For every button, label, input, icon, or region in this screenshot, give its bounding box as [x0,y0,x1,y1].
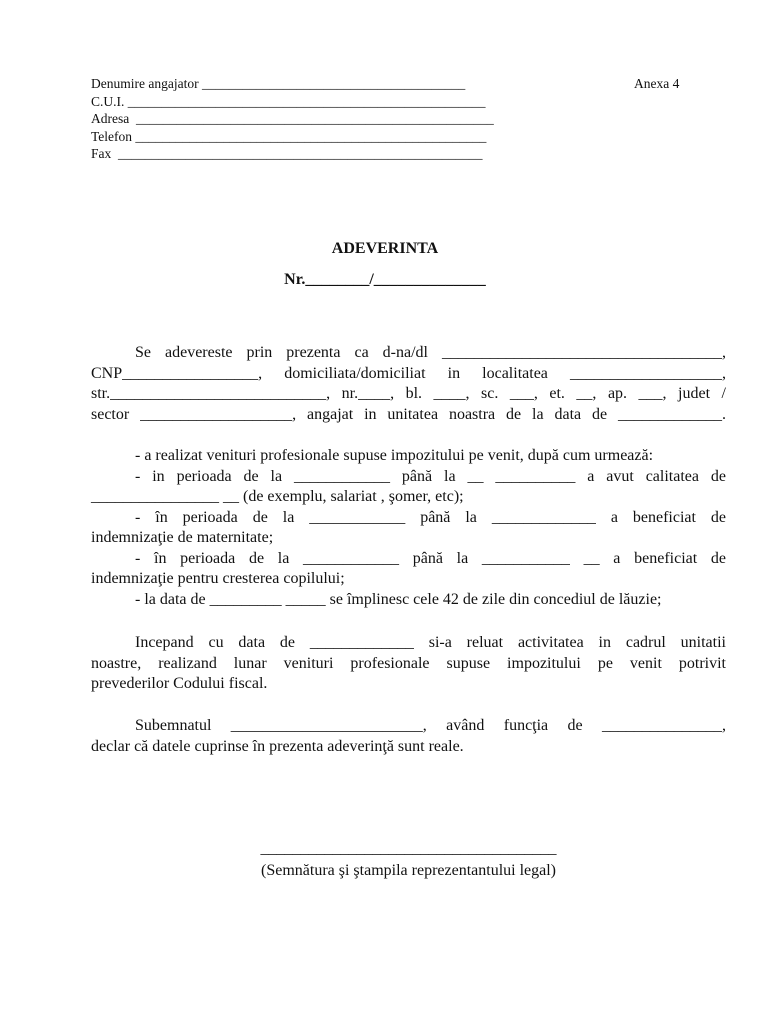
text-line: indemnizaţie de maternitate; [91,529,274,546]
text-line: str.___________________________, nr.____, bl. ____, sc. ___, et. __, ap. ___, judet / [91,385,726,402]
text-line: sector ___________________, angajat in unitatea noastra de la data de _____________. [91,405,726,423]
annex-label: Anexa 4 [634,76,680,91]
signature-line: _____________________________________ [260,840,557,857]
text-line: - in perioada de la ____________ până la __ __________ a avut calitatea de [135,467,726,485]
paragraph-identification [91,343,726,425]
text-line: Incepand cu data de _____________ si-a reluat activitatea in cadrul unitatii [135,634,726,651]
text-line: declar că datele cuprinse în prezenta adeverinţă sunt reale. [91,737,464,755]
phone-line: Telefon ____________________________________________________ [91,128,487,144]
fax-line: Fax ______________________________________________________ [91,146,483,161]
paragraph-declaration [91,716,726,757]
text-line: - a realizat venituri profesionale supuse impozitului pe venit, după cum urmează: [135,447,654,464]
paragraph-income-periods [91,446,726,610]
text-line: prevederilor Codului fiscal. [91,675,268,692]
text-line: noastre, realizand lunar venituri profesionale supuse impozitului pe venit potrivit [91,654,726,672]
signature-caption: (Semnătura şi ştampila reprezentantului legal) [261,862,556,879]
text-line: Se adevereste prin prezenta ca d-na/dl ___________________________________, [135,344,726,361]
text-line: CNP_________________, domiciliata/domiciliat in localitatea ___________________, [91,364,726,382]
text-line: - în perioada de la ____________ până la ___________ __ a beneficiat de [135,549,726,567]
text-line: ________________ __ (de exemplu, salariat , şomer, etc); [91,488,464,505]
employer-header [91,75,531,163]
document-number-line: Nr.________/______________ [284,271,486,288]
address-line: Adresa _____________________________________________________ [91,111,494,126]
paragraph-resumed-activity [91,633,726,695]
text-line: Subemnatul ________________________, având funcţia de _______________, [135,717,726,734]
cui-line: C.U.I. _____________________________________________________ [91,93,486,109]
text-line: - în perioada de la ____________ până la _____________ a beneficiat de [135,508,726,526]
text-line: indemnizaţie pentru cresterea copilului; [91,570,345,587]
employer-name-line: Denumire angajator _______________________________________ [91,76,466,91]
document-title: ADEVERINTA [331,240,439,257]
text-line: - la data de _________ _____ se împlinesc cele 42 de zile din concediul de lăuzie; [135,590,662,608]
